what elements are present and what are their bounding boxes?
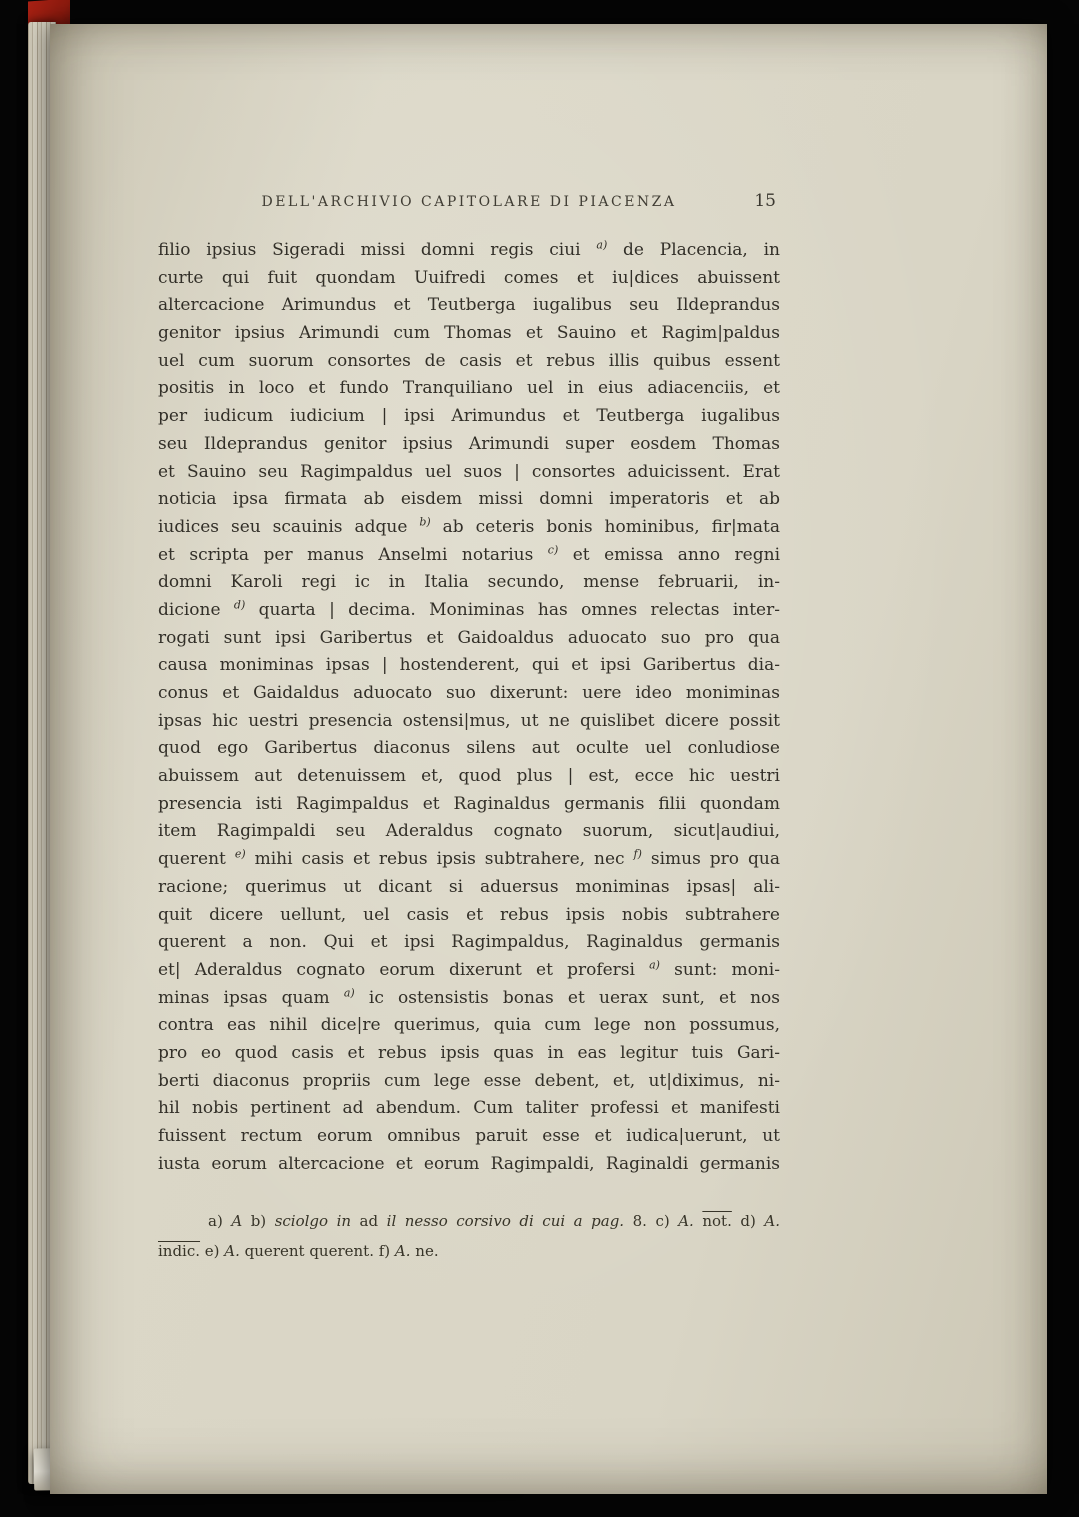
footnotes — [158, 1206, 780, 1266]
text-line: querent $^{e)}$ mihi casis et rebus ipsis subtrahere, nec $^{f)}$ simus pro qua — [158, 847, 780, 870]
text-line: noticia ipsa firmata ab eisdem missi domni imperatoris et ab — [158, 489, 780, 510]
book-page — [50, 24, 1047, 1494]
running-header — [158, 191, 780, 211]
text-line: domni Karoli regi ic in Italia secundo, mense februarii, in- — [158, 572, 780, 593]
text-line: et| Aderaldus cognato eorum dixerunt et profersi $^{a)}$ sunt: moni- — [158, 958, 780, 980]
text-line: fuissent rectum eorum omnibus paruit esse et iudica|uerunt, ut — [158, 1126, 780, 1146]
text-line: causa moniminas ipsas | hostenderent, qui et ipsi Garibertus dia- — [158, 655, 780, 676]
text-line: et Sauino seu Ragimpaldus uel suos | consortes aduicissent. Erat — [158, 461, 780, 482]
text-line: conus et Gaidaldus aduocato suo dixerunt: uere ideo moniminas — [158, 683, 780, 703]
text-line: positis in loco et fundo Tranquiliano uel in eius adiacenciis, et — [158, 378, 780, 399]
text-line: a) A b) sciolgo in ad il nesso corsivo di cui a pag. 8. c) A. not. d) A. — [208, 1212, 780, 1230]
text-line: berti diaconus propriis cum lege esse debent, et, ut|diximus, ni- — [158, 1070, 780, 1091]
header-title: DELL'ARCHIVIO CAPITOLARE DI PIACENZA — [261, 194, 677, 210]
text-line: contra eas nihil dice|re querimus, quia cum lege non possumus, — [158, 1015, 780, 1036]
text-line: uel cum suorum consortes de casis et rebus illis quibus essent — [158, 350, 780, 371]
text-line: filio ipsius Sigeradi missi domni regis ciui $^{a)}$ de Placencia, in — [158, 238, 780, 260]
text-line: ipsas hic uestri presencia ostensi|mus, ut ne quislibet dicere possit — [158, 710, 780, 731]
text-line: per iudicum iudicium | ipsi Arimundus et Teutberga iugalibus — [158, 406, 780, 427]
text-line: genitor ipsius Arimundi cum Thomas et Sauino et Ragim|paldus — [158, 323, 780, 344]
text-line: seu Ildeprandus genitor ipsius Arimundi super eosdem Thomas — [158, 433, 780, 454]
text-line: querent a non. Qui et ipsi Ragimpaldus, Raginaldus germanis — [158, 932, 780, 953]
text-line: pro eo quod casis et rebus ipsis quas in eas legitur tuis Gari- — [158, 1042, 780, 1063]
text-column — [158, 191, 780, 1260]
text-line: presencia isti Ragimpaldus et Raginaldus germanis filii quondam — [158, 793, 780, 814]
text-line: quod ego Garibertus diaconus silens aut oculte uel conludiose — [158, 738, 780, 759]
text-line: et scripta per manus Anselmi notarius $^{c)}$ et emissa anno regni — [158, 542, 780, 565]
text-line: indic. e) A. querent querent. f) A. ne. — [158, 1242, 439, 1260]
text-line: minas ipsas quam $^{a)}$ ic ostensistis bonas et uerax sunt, et nos — [158, 985, 780, 1008]
text-line: hil nobis pertinent ad abendum. Cum taliter professi et manifesti — [158, 1098, 780, 1119]
text-line: iusta eorum altercacione et eorum Ragimpaldi, Raginaldi germanis — [158, 1153, 780, 1174]
text-line: rogati sunt ipsi Garibertus et Gaidoaldus aduocato suo pro qua — [158, 627, 780, 648]
text-line: dicione $^{d)}$ quarta | decima. Moniminas has omnes relectas inter- — [158, 598, 780, 620]
text-line: abuissem aut detenuissem et, quod plus | est, ecce hic uestri — [158, 766, 780, 787]
text-line: quit dicere uellunt, uel casis et rebus ipsis nobis subtrahere — [158, 904, 780, 925]
text-line: item Ragimpaldi seu Aderaldus cognato suorum, sicut|audiui, — [158, 821, 780, 842]
text-line: racione; querimus ut dicant si aduersus moniminas ipsas| ali- — [158, 876, 780, 897]
text-line: curte qui fuit quondam Uuifredi comes et iu|dices abuissent — [158, 267, 780, 288]
text-line: altercacione Arimundus et Teutberga iugalibus seu Ildeprandus — [158, 295, 780, 316]
text-line: iudices seu scauinis adque $^{b)}$ ab ceteris bonis hominibus, fir|mata — [158, 515, 780, 537]
page-number: 15 — [754, 191, 776, 211]
body-text — [158, 237, 780, 1178]
